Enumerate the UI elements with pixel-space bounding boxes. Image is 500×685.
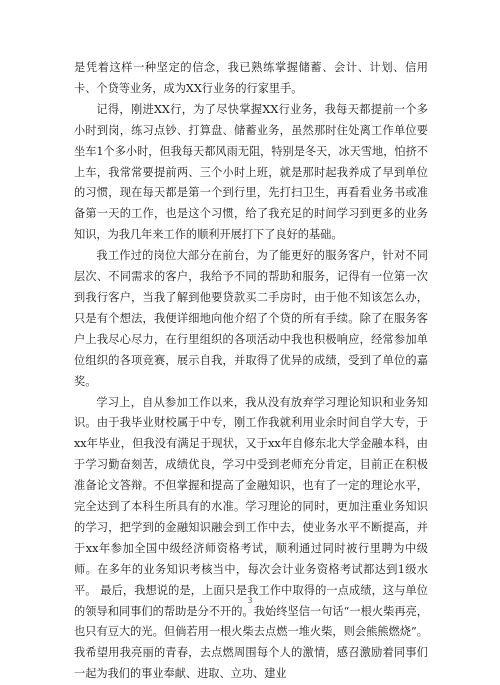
- document-body: [74, 58, 428, 685]
- paragraph-2: 记得，刚进XX行，为了尽快掌握XX行业务，我每天都提前一个多小时到岗，练习点钞、打算盘、储蓄业务，虽然那时住处离工作单位要坐车1个多小时，但我每天都风雨无阻，特别是冬天，冰天雪地，怕挤不上车，我常常要提前两、三个小时上班，就是那时起我养成了早到单位的习惯，现在每天都是第一个到行里，先打扫卫生，再看看业务书或准备第一天的工作，也是这个习惯，给了我充足的时间学习到更多的业务知识，为我几年来工作的顺利开展打下了良好的基础。: [74, 100, 428, 246]
- paragraph-3: 我工作过的岗位大部分在前台，为了能更好的服务客户，针对不同层次、不同需求的客户，我给予不同的帮助和服务，记得有一位第一次到我行客户，当我了解到他要贷款买二手房时，由于他不知该怎么办，只是有个想法，我便详细地向他介绍了个贷的所有手续。除了在服务客户上我尽心尽力，在行里组织的各项活动中我也积极响应，经常参加单位组织的各项竞赛，展示自我，并取得了优异的成绩，受到了单位的嘉奖。: [74, 246, 428, 392]
- paragraph-4: 学习上，自从参加工作以来，我从没有放弃学习理论知识和业务知识。由于我毕业财校属于中专，刚工作我就利用业余时间自学大专，于xx年毕业，但我没有满足于现状，又于xx年自修东北大学金融本科，由于学习勤奋刻苦，成绩优良，学习中受到老师充分肯定，目前正在积极准备论文答辩。不但掌握和提高了金融知识，也有了一定的理论水平，完全达到了本科生所具有的水准。学习理论的同时，更加注重业务知识的学习，把学到的金融知识融会到工作中去，使业务水平不断提高，并于xx年参加全国中级经济师资格考试，顺利通过同时被行里聘为中级师。在多年的业务知识考核当中，每次会计业务资格考试都达到1级水平。 最后，我想说的是，上面只是我工作中取得的一点成绩，这与单位的领导和同事们的帮助是分不开的。我始终坚信一句话“一根火柴再亮，也只有豆大的光。但倘若用一根火柴去点燃一堆火柴，则会熊熊燃烧”。我希望用我亮丽的青春，去点燃周围每个人的激情，感召激励着同事们一起为我们的事业奉献、进取、立功、建业: [74, 393, 428, 685]
- paragraph-1: 是凭着这样一种坚定的信念，我已熟练掌握储蓄、会计、计划、信用卡、个贷等业务，成为XX行业务的行家里手。: [74, 58, 428, 100]
- page-number: 3: [0, 596, 500, 605]
